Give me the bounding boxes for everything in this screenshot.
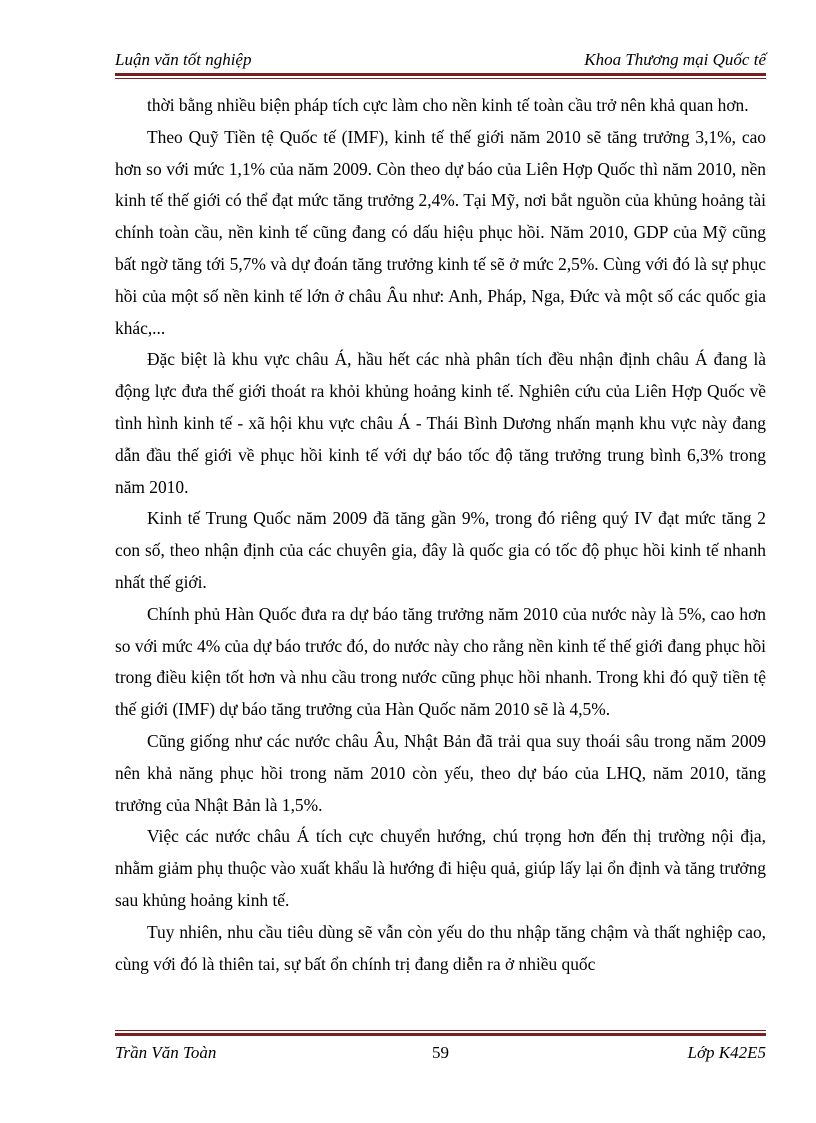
footer-author: Trần Văn Toàn bbox=[115, 1043, 217, 1062]
body-text bbox=[115, 90, 766, 980]
paragraph: Việc các nước châu Á tích cực chuyển hướng, chú trọng hơn đến thị trường nội địa, nhằm giảm phụ thuộc vào xuất khẩu là hướng đi hiệu quả, giúp lấy lại ổn định và tăng trưởng sau khủng hoảng kinh tế. bbox=[115, 826, 766, 910]
paragraph: Cũng giống như các nước châu Âu, Nhật Bản đã trải qua suy thoái sâu trong năm 2009 nên khả năng phục hồi trong năm 2010 còn yếu, theo dự báo của LHQ, năm 2010, tăng trưởng của Nhật Bản là 1,5%. bbox=[115, 730, 766, 815]
paragraph: Đặc biệt là khu vực châu Á, hầu hết các nhà phân tích đều nhận định châu Á đang là động lực đưa thế giới thoát ra khỏi khủng hoảng kinh tế. Nghiên cứu của Liên Hợp Quốc về tình hình kinh tế - xã hội khu vực châu Á - Thái Bình Dương nhấn mạnh khu vực này đang dẫn đầu thế giới về phục hồi kinh tế với dự báo tốc độ tăng trưởng trung bình 6,3% trong năm 2010. bbox=[115, 349, 766, 497]
footer-class: Lớp K42E5 bbox=[687, 1043, 766, 1062]
paragraph: Kinh tế Trung Quốc năm 2009 đã tăng gần 9%, trong đó riêng quý IV đạt mức tăng 2 con số, theo nhận định của các chuyên gia, đây là quốc gia có tốc độ phục hồi kinh tế nhanh nhất thế giới. bbox=[115, 508, 766, 592]
page-header bbox=[115, 48, 766, 70]
header-right-text: Khoa Thương mại Quốc tế bbox=[584, 50, 766, 69]
page-footer bbox=[115, 1041, 766, 1063]
paragraph: Theo Quỹ Tiền tệ Quốc tế (IMF), kinh tế thế giới năm 2010 sẽ tăng trưởng 3,1%, cao hơn so với mức 1,1% của năm 2009. Còn theo dự báo của Liên Hợp Quốc thì năm 2010, nền kinh tế thế giới có thể đạt mức tăng trưởng 2,4%. Tại Mỹ, nơi bắt nguồn của khủng hoảng tài chính toàn cầu, nền kinh tế cũng đang có dấu hiệu phục hồi. Năm 2010, GDP của Mỹ cũng bất ngờ tăng tới 5,7% và dự đoán tăng trưởng kinh tế sẽ ở mức 2,5%. Cùng với đó là sự phục hồi của một số nền kinh tế lớn ở châu Âu như: Anh, Pháp, Nga, Đức và một số các quốc gia khác,... bbox=[115, 126, 766, 338]
footer-rule-thin bbox=[115, 1030, 766, 1031]
page-number: 59 bbox=[432, 1043, 449, 1062]
footer-rule-thick bbox=[115, 1033, 766, 1036]
header-rule-thick bbox=[115, 73, 766, 76]
header-left-text: Luận văn tốt nghiệp bbox=[115, 50, 252, 69]
paragraph: thời bằng nhiều biện pháp tích cực làm cho nền kinh tế toàn cầu trở nên khả quan hơn. bbox=[147, 95, 749, 115]
paragraph: Tuy nhiên, nhu cầu tiêu dùng sẽ vẫn còn yếu do thu nhập tăng chậm và thất nghiệp cao, cùng với đó là thiên tai, sự bất ổn chính trị đang diễn ra ở nhiều quốc bbox=[115, 921, 766, 974]
header-rule-thin bbox=[115, 78, 766, 79]
paragraph: Chính phủ Hàn Quốc đưa ra dự báo tăng trưởng năm 2010 của nước này là 5%, cao hơn so với mức 4% của dự báo trước đó, do nước này cho rằng nền kinh tế thế giới đang phục hồi trong điều kiện tốt hơn và nhu cầu trong nước cũng phục hồi nhanh. Trong khi đó quỹ tiền tệ thế giới (IMF) dự báo tăng trưởng của Hàn Quốc năm 2010 sẽ là 4,5%. bbox=[115, 603, 766, 720]
